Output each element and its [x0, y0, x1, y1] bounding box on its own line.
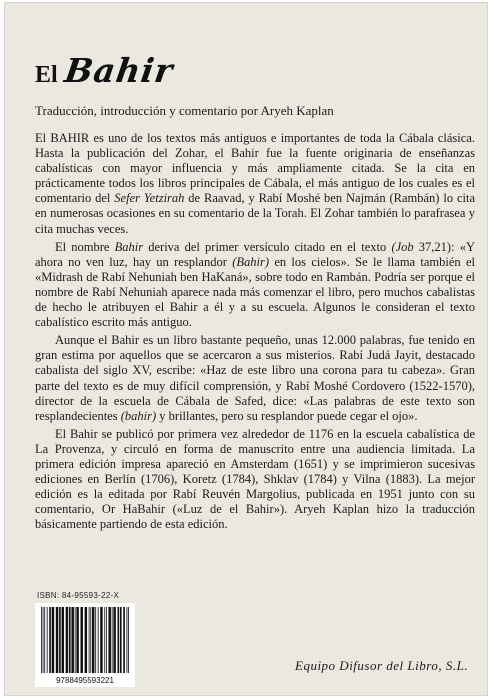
barcode-bar: [85, 607, 87, 673]
barcode-bar: [66, 607, 68, 673]
barcode-bar: [41, 607, 42, 673]
barcode-bar: [98, 607, 99, 673]
text-run: 37,21): «Y ahora no ven luz, hay un resplandor: [35, 239, 475, 269]
description-text: [35, 131, 475, 535]
barcode-bar: [95, 607, 96, 673]
barcode-bar: [69, 607, 71, 673]
barcode-bar: [52, 607, 54, 673]
barcode-bar: [44, 607, 45, 673]
barcode-bar: [123, 607, 125, 673]
title-name: Bahir: [61, 51, 176, 90]
text-run: El BAHIR es uno de los textos más antiguos e importantes de toda la Cábala clásica. Hasta la publicación del Zohar, el Bahir fue la fuente originaria de enseñanzas cabalísticas con mayor influencia y más ampliamente citada. Se la cita en prácticamente todos los libros principales de Cábala, el más antiguo de los cuales es el comentario del: [35, 131, 475, 206]
barcode-bar: [62, 607, 64, 673]
text-run: El nombre: [55, 239, 115, 254]
barcode-bar: [106, 607, 107, 673]
text-run: y brillantes, pero su resplandor puede cegar el ojo».: [156, 408, 418, 423]
text-run: (bahir): [120, 408, 157, 423]
text-run: Sefer Yetzirah: [114, 191, 185, 206]
barcode-bar: [75, 607, 76, 673]
barcode-bar: [43, 607, 44, 673]
text-run: Bahir: [114, 239, 144, 254]
book-title: [35, 43, 176, 90]
barcode-bar: [120, 607, 122, 673]
paragraph-3: [35, 333, 475, 424]
barcode-bar: [59, 607, 61, 673]
text-run: (Job: [391, 239, 414, 254]
text-run: Aunque el Bahir es un libro bastante pequeño, unas 12.000 palabras, fue tenido en gran estima por aquellos que se acercaron a sus misterios. Rabí Judá Jayit, destacado cabalista del siglo XV, escribe: «Haz de este libro una corona para tu cabeza». Gran parte del texto es de muy difícil comprensión, y Rabí Moshé Cordovero (1522-1570), director de la escuela de Cábala de Safed, dice: «Las palabras de este texto son resplandecientes: [35, 333, 475, 423]
barcode-bar: [112, 607, 113, 673]
barcode-bar: [104, 607, 105, 673]
barcode: [35, 603, 135, 687]
barcode-bar: [76, 607, 78, 673]
barcode-bar: [56, 607, 58, 673]
text-run: en los cielos». Se le llama también el «Midrash de Rabí Nehuniah ben HaKaná», sobre todo en Rambán. Podría ser porque el nombre de Rabí Nehuniah aparece nada más comenzar el libro, pero muchos cabalistas de hecho le atribuyen el Bahir a él y a su escuela. Algunos le consideran el texto cabalístico escrito más antiguo.: [35, 254, 475, 330]
barcode-bar: [117, 607, 119, 673]
barcode-bar: [80, 607, 82, 673]
barcode-bar: [113, 607, 115, 673]
text-run: deriva del primer versículo citado en el texto: [143, 239, 392, 254]
barcode-bar: [47, 607, 48, 673]
title-prefix: El: [35, 62, 58, 88]
paragraph-1: [35, 131, 475, 237]
text-run: (Bahir): [232, 254, 270, 269]
barcode-bar: [92, 607, 94, 673]
barcode-graphic: [35, 603, 135, 687]
book-back-cover: [4, 2, 488, 696]
paragraph-2: [35, 240, 475, 331]
barcode-bar: [90, 607, 91, 673]
barcode-bar: [89, 607, 90, 673]
text-run: de Raavad, y Rabí Moshé ben Najmán (Rambán) lo cita en numerosas ocasiones en su comentario de la Torah. El Zohar también lo parafrasea y cita muchas veces.: [35, 191, 476, 236]
barcode-number: 9788495593221: [56, 676, 114, 685]
barcode-bar: [108, 607, 110, 673]
paragraph-4: [35, 427, 475, 533]
text-run: El Bahir se publicó por primera vez alrededor de 1176 en la escuela cabalística de La Provenza, y circuló en forma de manuscrito entre una audiencia limitada. La primera edición impresa apareció en Amsterdam (1651) y se imprimieron sucesivas ediciones en Berlín (1706), Koretz (1784), Shklav (1784) y Vilna (1883). La mejor edición es la editada por Rabí Reuvén Margolius, publicada en 1951 junto con su comentario, Or HaBahir («Luz de el Bahir»). Aryeh Kaplan hizo la traducción básicamente partiendo de esta edición.: [35, 426, 475, 532]
barcode-bar: [100, 607, 102, 673]
isbn-label: ISBN: 84-95593-22-X: [37, 591, 120, 600]
barcode-bar: [128, 607, 129, 673]
barcode-bar: [127, 607, 128, 673]
subtitle: Traducción, introducción y comentario por Aryeh Kaplan: [35, 103, 334, 118]
publisher-name: Equipo Difusor del Libro, S.L.: [295, 658, 469, 673]
barcode-bar: [71, 607, 73, 673]
barcode-bar: [49, 607, 51, 673]
